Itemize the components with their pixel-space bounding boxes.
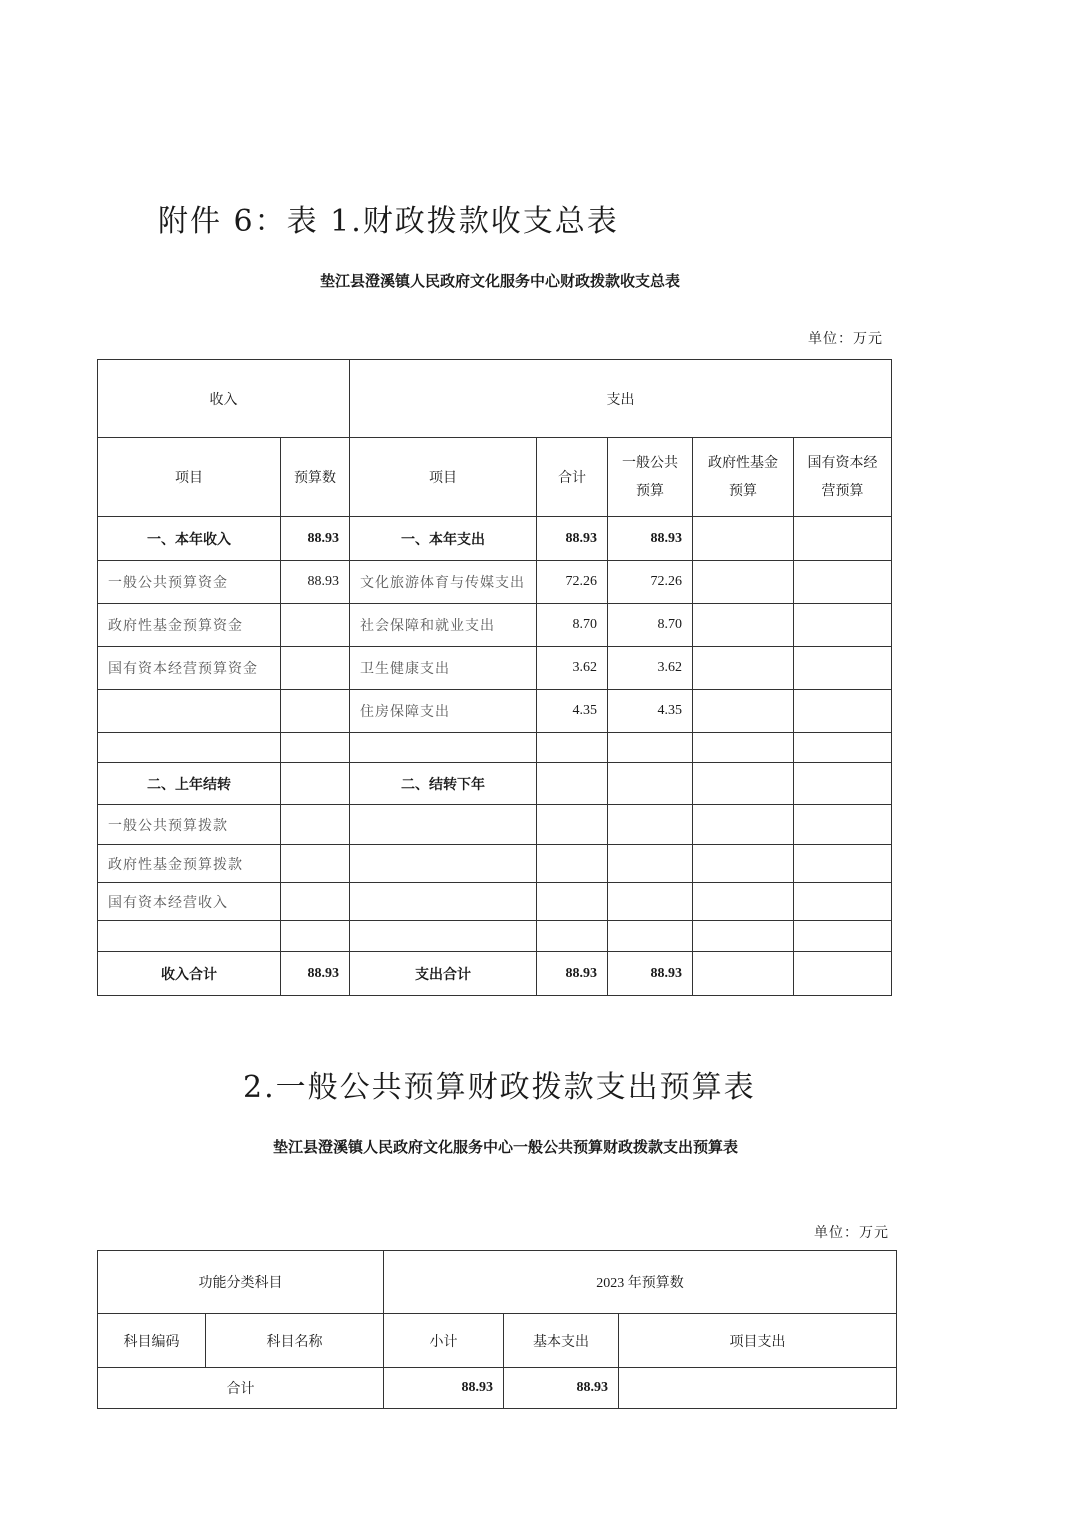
section2-heading: 2.一般公共预算财政拨款支出预算表 xyxy=(243,1070,756,1105)
expense-state-capital-total xyxy=(794,952,892,996)
income-amount xyxy=(281,733,350,763)
income-amount xyxy=(281,805,350,845)
income-amount xyxy=(281,690,350,733)
code-header: 科目编码 xyxy=(98,1314,206,1368)
expense-gov-fund xyxy=(693,517,794,561)
income-budget-header: 预算数 xyxy=(281,438,350,517)
total-project xyxy=(619,1368,897,1409)
income-item-header: 项目 xyxy=(98,438,281,517)
section2-subtitle: 垫江县澄溪镇人民政府文化服务中心一般公共预算财政拨款支出预算表 xyxy=(273,1138,739,1156)
expense-state-capital xyxy=(794,647,892,690)
general-budget-table xyxy=(97,1250,897,1409)
expense-total-header: 合计 xyxy=(537,438,608,517)
section1-heading: 附件 6：表 1.财政拨款收支总表 xyxy=(158,204,619,239)
income-item: 二、上年结转 xyxy=(98,763,281,805)
expense-item: 卫生健康支出 xyxy=(350,647,537,690)
expense-item: 一、本年支出 xyxy=(350,517,537,561)
expense-total xyxy=(537,805,608,845)
expense-total-label: 支出合计 xyxy=(350,952,537,996)
expense-general xyxy=(608,763,693,805)
expense-item xyxy=(350,845,537,883)
expense-total xyxy=(537,921,608,952)
income-amount xyxy=(281,845,350,883)
table-row xyxy=(98,733,892,763)
expense-total: 72.26 xyxy=(537,561,608,604)
expense-state-capital xyxy=(794,733,892,763)
expense-general: 88.93 xyxy=(608,517,693,561)
expense-item xyxy=(350,883,537,921)
expense-general xyxy=(608,733,693,763)
income-item: 政府性基金预算拨款 xyxy=(98,845,281,883)
expense-gov-fund xyxy=(693,805,794,845)
expense-gov-fund xyxy=(693,883,794,921)
name-header: 科目名称 xyxy=(206,1314,384,1368)
expense-total: 4.35 xyxy=(537,690,608,733)
expense-item xyxy=(350,805,537,845)
expense-general: 3.62 xyxy=(608,647,693,690)
expense-gov-fund xyxy=(693,763,794,805)
totals-row xyxy=(98,952,892,996)
section2-unit: 单位：万元 xyxy=(814,1225,889,1241)
expense-state-capital xyxy=(794,805,892,845)
year-budget-header: 2023 年预算数 xyxy=(384,1251,897,1314)
income-header: 收入 xyxy=(98,360,350,438)
table-row xyxy=(98,763,892,805)
general-public-line1: 一般公共 xyxy=(622,455,678,471)
expense-item-header: 项目 xyxy=(350,438,537,517)
expense-gov-fund xyxy=(693,845,794,883)
expense-item xyxy=(350,921,537,952)
expense-gov-fund xyxy=(693,604,794,647)
state-capital-line2: 营预算 xyxy=(821,483,864,499)
table-row xyxy=(98,883,892,921)
expense-total: 8.70 xyxy=(537,604,608,647)
expense-total xyxy=(537,763,608,805)
table-row xyxy=(98,647,892,690)
income-item: 国有资本经营收入 xyxy=(98,883,281,921)
gov-fund-line2: 预算 xyxy=(729,483,757,499)
income-item: 一般公共预算资金 xyxy=(98,561,281,604)
income-item xyxy=(98,690,281,733)
income-item: 一般公共预算拨款 xyxy=(98,805,281,845)
expense-item: 文化旅游体育与传媒支出 xyxy=(350,561,537,604)
income-amount xyxy=(281,604,350,647)
table-row xyxy=(98,561,892,604)
basic-header: 基本支出 xyxy=(504,1314,619,1368)
expense-total: 3.62 xyxy=(537,647,608,690)
expense-state-capital xyxy=(794,883,892,921)
expense-grand-total: 88.93 xyxy=(537,952,608,996)
expense-gov-fund xyxy=(693,921,794,952)
income-amount xyxy=(281,647,350,690)
table-row xyxy=(98,690,892,733)
table-row xyxy=(98,805,892,845)
income-item: 一、本年收入 xyxy=(98,517,281,561)
expense-general: 8.70 xyxy=(608,604,693,647)
expense-gov-fund xyxy=(693,690,794,733)
table-row xyxy=(98,517,892,561)
expense-item: 二、结转下年 xyxy=(350,763,537,805)
expense-gov-fund xyxy=(693,647,794,690)
general-public-header xyxy=(608,438,693,517)
expense-general xyxy=(608,845,693,883)
expense-total xyxy=(537,845,608,883)
expense-state-capital xyxy=(794,517,892,561)
expense-general xyxy=(608,921,693,952)
total-label: 合计 xyxy=(98,1368,384,1409)
expense-state-capital xyxy=(794,845,892,883)
expense-general: 4.35 xyxy=(608,690,693,733)
income-total-label: 收入合计 xyxy=(98,952,281,996)
income-amount xyxy=(281,763,350,805)
expense-item: 住房保障支出 xyxy=(350,690,537,733)
expense-total xyxy=(537,883,608,921)
table-row xyxy=(98,604,892,647)
income-total-amount: 88.93 xyxy=(281,952,350,996)
total-subtotal: 88.93 xyxy=(384,1368,504,1409)
section1-subtitle: 垫江县澄溪镇人民政府文化服务中心财政拨款收支总表 xyxy=(320,272,681,290)
total-basic: 88.93 xyxy=(504,1368,619,1409)
subtotal-header: 小计 xyxy=(384,1314,504,1368)
income-amount: 88.93 xyxy=(281,517,350,561)
expense-state-capital xyxy=(794,604,892,647)
expense-gov-fund xyxy=(693,733,794,763)
table-row xyxy=(98,845,892,883)
gov-fund-line1: 政府性基金 xyxy=(708,455,778,471)
expense-gov-fund-total xyxy=(693,952,794,996)
gov-fund-header xyxy=(693,438,794,517)
totals-row xyxy=(98,1368,897,1409)
expense-state-capital xyxy=(794,921,892,952)
state-capital-header xyxy=(794,438,892,517)
income-item: 国有资本经营预算资金 xyxy=(98,647,281,690)
expense-state-capital xyxy=(794,690,892,733)
expense-state-capital xyxy=(794,561,892,604)
income-item xyxy=(98,733,281,763)
general-public-line2: 预算 xyxy=(636,483,664,499)
expense-general xyxy=(608,883,693,921)
expense-total: 88.93 xyxy=(537,517,608,561)
income-item xyxy=(98,921,281,952)
expense-total xyxy=(537,733,608,763)
income-amount: 88.93 xyxy=(281,561,350,604)
expense-general-total: 88.93 xyxy=(608,952,693,996)
expense-gov-fund xyxy=(693,561,794,604)
func-class-header: 功能分类科目 xyxy=(98,1251,384,1314)
state-capital-line1: 国有资本经 xyxy=(807,455,878,471)
expense-item: 社会保障和就业支出 xyxy=(350,604,537,647)
expense-state-capital xyxy=(794,763,892,805)
income-amount xyxy=(281,883,350,921)
section1-unit: 单位：万元 xyxy=(808,331,883,347)
table-row xyxy=(98,921,892,952)
expense-general: 72.26 xyxy=(608,561,693,604)
expense-header: 支出 xyxy=(350,360,892,438)
income-amount xyxy=(281,921,350,952)
income-item: 政府性基金预算资金 xyxy=(98,604,281,647)
fiscal-summary-table xyxy=(97,359,892,996)
expense-general xyxy=(608,805,693,845)
expense-item xyxy=(350,733,537,763)
project-header: 项目支出 xyxy=(619,1314,897,1368)
